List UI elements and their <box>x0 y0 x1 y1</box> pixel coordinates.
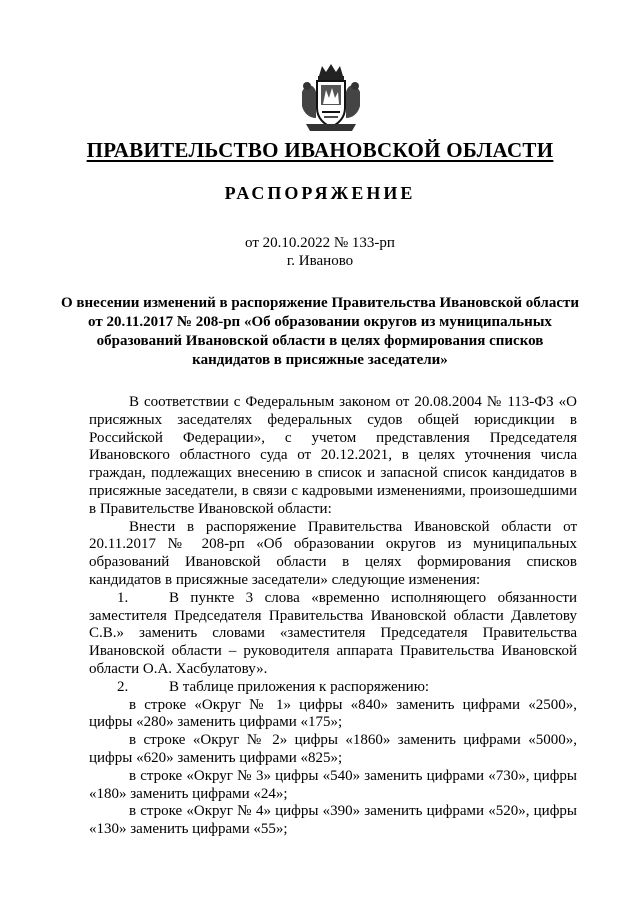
sub-item-4: в строке «Округ № 4» цифры «390» заменить цифрами «520», цифры «130» заменить цифрами «55»; <box>89 803 577 838</box>
coat-of-arms-icon <box>298 62 364 134</box>
list-item-1-number: 1. <box>117 589 129 606</box>
document-city: г. Иваново <box>286 253 354 269</box>
organization-title-text: ПРАВИТЕЛЬСТВО ИВАНОВСКОЙ ОБЛАСТИ <box>86 138 554 162</box>
list-item-1-text: В пункте 3 слова «временно исполняющего обязанности заместителя Председателя Правительства Ивановской области Давлетову С.В.» заменить словами «заместителя Председателя Правительства Ивановской области – руководителя аппарата Правительства Ивановской области О.А. Хасбулатову». <box>89 589 577 677</box>
list-item-2 <box>89 679 577 697</box>
document-heading: О внесении изменений в распоряжение Правительства Ивановской области от 20.11.2017 № 208-рп «Об образовании округов из муниципальных образований Ивановской области в целях формирования списков кандидатов в присяжные заседатели» <box>61 295 579 368</box>
document-date-number: от 20.10.2022 № 133-рп <box>245 235 395 251</box>
sub-item-1: в строке «Округ № 1» цифры «840» заменить цифрами «2500», цифры «280» заменить цифрами «175»; <box>89 696 577 731</box>
document-body <box>89 394 577 839</box>
decision-paragraph: Внести в распоряжение Правительства Ивановской области от 20.11.2017 № 208-рп «Об образовании округов из муниципальных образований Ивановской области в целях формирования списков кандидатов в присяжные заседатели» следующие изменения: <box>89 518 577 588</box>
sub-item-2: в строке «Округ № 2» цифры «1860» заменить цифрами «5000», цифры «620» заменить цифрами «825»; <box>89 732 577 766</box>
document-type: РАСПОРЯЖЕНИЕ <box>224 183 416 203</box>
list-item-2-number: 2. <box>117 678 129 695</box>
list-item-2-text: В таблице приложения к распоряжению: <box>169 678 430 695</box>
sub-item-3: в строке «Округ № 3» цифры «540» заменить цифрами «730», цифры «180» заменить цифрами «24»; <box>89 767 577 802</box>
preamble-paragraph: В соответствии с Федеральным законом от 20.08.2004 № 113-ФЗ «О присяжных заседателях федеральных судов общей юрисдикции в Российской Федерации», с учетом представления Председателя Ивановского областного суда от 20.12.2021, в целях уточнения числа граждан, подлежащих внесению в список и запасной список кандидатов в присяжные заседатели, в связи с кадровыми изменениями, произошедшими в Правительстве Ивановской области: <box>89 394 577 517</box>
list-item-1 <box>89 590 577 679</box>
organization-title <box>0 138 640 163</box>
